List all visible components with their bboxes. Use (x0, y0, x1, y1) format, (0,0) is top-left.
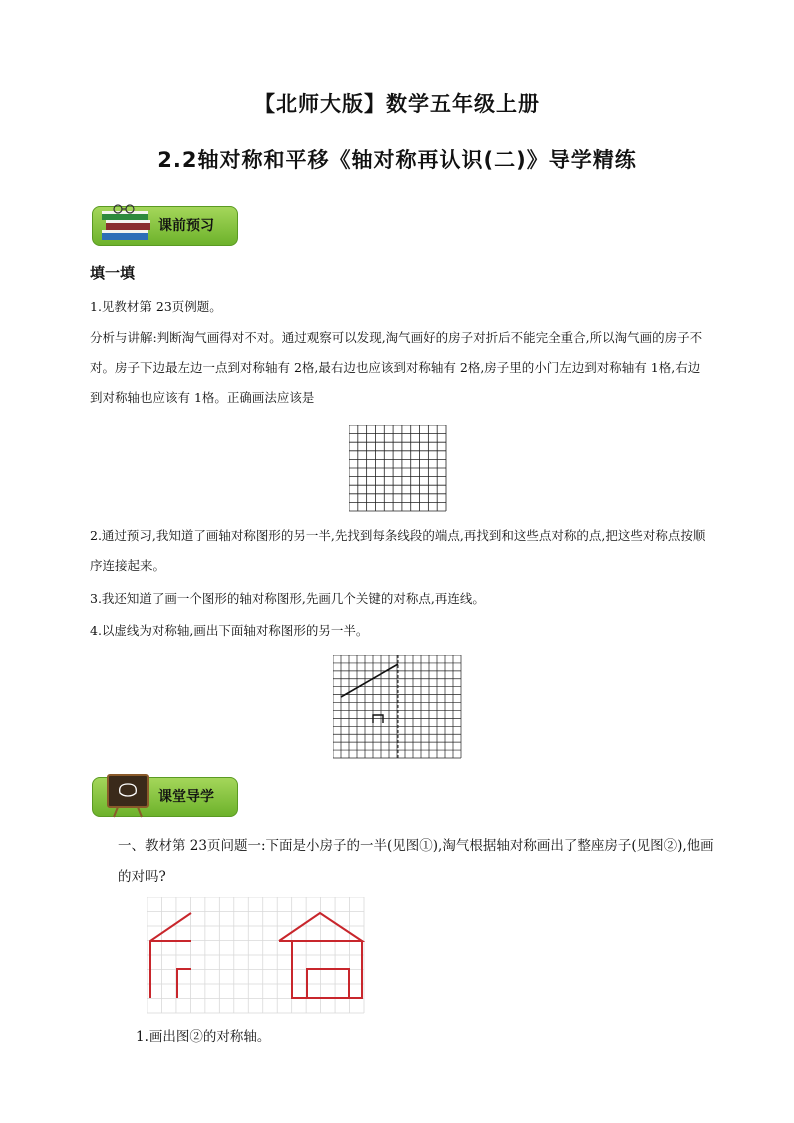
figure-door (373, 715, 383, 723)
banner-class-label: 课堂导学 (158, 789, 214, 805)
q1-analysis: 分析与讲解:判断淘气画得对不对。通过观察可以发现,淘气画好的房子对折后不能完全重合,所以淘气画的房子不对。房子下边最左边一点到对称轴有 2格,最右边也应该到对称轴有 2格,房子里的小门左边到对称轴有 1格,右边到对称轴也应该有 1格。正确画法应该是 (90, 330, 703, 405)
q1-text: 1.见教材第 23页例题。 (90, 299, 222, 314)
section-heading-fill: 填一填 (90, 264, 136, 282)
answer-grid-1 (349, 425, 447, 512)
banner-preview (92, 202, 238, 248)
blackboard-icon (106, 773, 152, 819)
part1-question: 一、教材第 23页问题一:下面是小房子的一半(见图①),淘气根据轴对称画出了整座房子(见图②),他画的对吗? (118, 838, 714, 885)
house-door (307, 969, 349, 998)
part1-sub1: 1.画出图②的对称轴。 (136, 1029, 271, 1045)
symmetry-grid-2 (333, 655, 462, 759)
house-figures-grid (147, 897, 365, 1014)
banner-preview-label: 课前预习 (158, 218, 214, 234)
books-icon (98, 202, 154, 248)
figure-roof-line (341, 664, 398, 697)
document-title: 【北师大版】数学五年级上册 (254, 92, 540, 116)
q4-text: 4.以虚线为对称轴,画出下面轴对称图形的另一半。 (90, 623, 369, 638)
q2-text: 2.通过预习,我知道了画轴对称图形的另一半,先找到每条线段的端点,再找到和这些点对称的点,把这些对称点按顺序连接起来。 (90, 528, 706, 573)
q3-text: 3.我还知道了画一个图形的轴对称图形,先画几个关键的对称点,再连线。 (90, 591, 485, 606)
document-subtitle: 2.2轴对称和平移《轴对称再认识(二)》导学精练 (157, 148, 637, 172)
banner-class (92, 773, 238, 819)
